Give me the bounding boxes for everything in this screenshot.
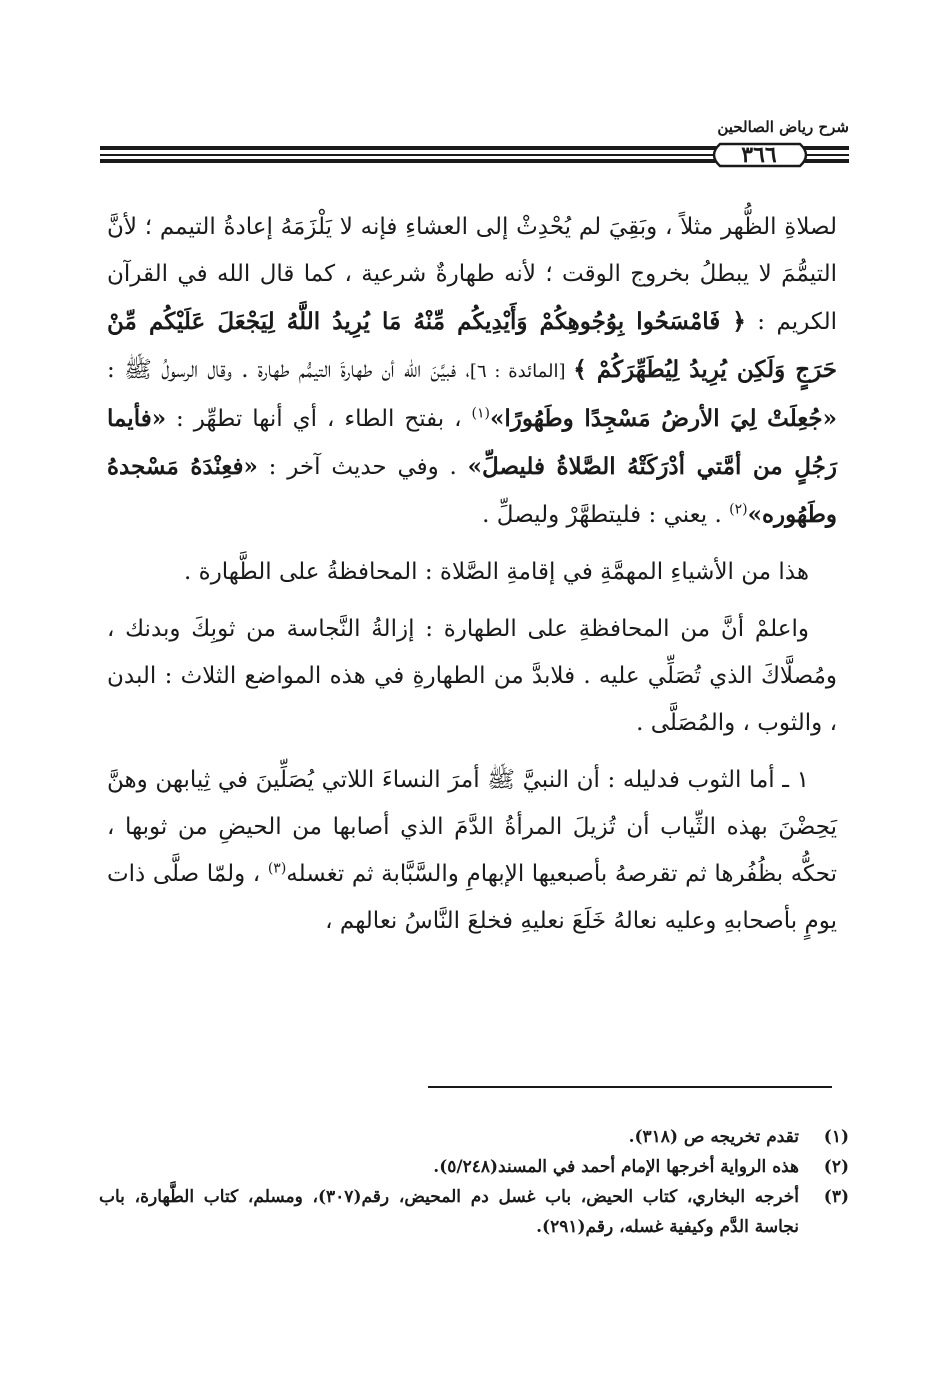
footnote-text: أخرجه البخاري، كتاب الحيض، باب غسل دم المحيض، رقم(٣٠٧)، ومسلم، كتاب الطَّهارة، باب نجاسة الدَّم وكيفية غسله، رقم(٢٩١). bbox=[99, 1187, 800, 1237]
text-run: ، فبيَّنَ الله أن طهارةَ التيمُّم طهارة . وقال الرسولُ ﷺ : bbox=[107, 357, 470, 383]
paragraph-4 bbox=[107, 757, 837, 945]
verse-reference: [المائدة : ٦] bbox=[469, 361, 574, 382]
footnote-text: تقدم تخريجه ص (٣١٨). bbox=[628, 1127, 799, 1147]
footnote-separator bbox=[428, 1086, 832, 1088]
text-run: ١ ـ أما الثوب فدليله : أن النبيَّ ﷺ أمرَ النساءَ اللاتي يُصَلِّينَ في ثِيابهن وهنَّ يَحِضْنَ بهذه الثِّياب أن تُزيلَ المرأةُ الدَّمَ الذي أصابها من الحيضِ من ثوبها ، تحكُّه بظُفُرها ثم تقرصهُ بأصبعيها الإبهامِ والسَّبَّابة ثم تغسله bbox=[107, 767, 838, 887]
text-run: . يعني : فليتطهَّرْ وليصلِّ . bbox=[482, 502, 730, 528]
quran-verse: ﴿ فَامْسَحُوا بِوُجُوهِكُمْ وَأَيْدِيكُم مِّنْهُ مَا يُرِيدُ اللَّهُ لِيَجْعَلَ عَلَيْكُم مِّنْ حَرَجٍ وَلَكِن يُرِيدُ لِيُطَهِّرَكُمْ ﴾ bbox=[107, 308, 838, 383]
hadith-quote: «فعِنْدَهُ مَسْجدهُ وطَهُوره» bbox=[107, 453, 837, 528]
text-run: . وفي حديث آخر : bbox=[257, 454, 468, 480]
footnote-text: هذه الرواية أخرجها الإمام أحمد في المسند(٥/٢٤٨). bbox=[433, 1157, 799, 1177]
footnote-number: (٢) bbox=[823, 1157, 849, 1177]
text-run: ، بفتح الطاء ، أي أنها تطهِّر : bbox=[166, 406, 472, 432]
footnote-marker[interactable]: (٢) bbox=[729, 501, 748, 518]
footnote-item bbox=[99, 1152, 849, 1182]
text-run: ، ولمّا صلَّى ذات يومٍ بأصحابهِ وعليه نعالهُ خَلَعَ نعليهِ فخلعَ النَّاسُ نعالهم ، bbox=[107, 861, 837, 934]
paragraph-2: هذا من الأشياءِ المهمَّةِ في إقامةِ الصَّلاة : المحافظةُ على الطَّهارة . bbox=[184, 559, 809, 585]
footnote-marker[interactable]: (٣) bbox=[267, 860, 287, 877]
paragraph-3: واعلمْ أنَّ من المحافظةِ على الطهارة : إزالةُ النَّجاسة من ثوبِكَ وبدنك ، ومُصلَّاكَ الذي تُصَلِّي عليه . فلابدَّ من الطهارةِ في هذه المواضع الثلاث : البدن ، والثوب ، والمُصَلَّى . bbox=[107, 616, 837, 736]
footnotes bbox=[99, 1122, 849, 1242]
footnote-number: (٣) bbox=[823, 1187, 849, 1207]
footnote-number: (١) bbox=[823, 1127, 849, 1147]
running-title: شرح رياض الصالحين bbox=[717, 118, 849, 136]
footnote-item bbox=[99, 1182, 849, 1242]
footnote-item bbox=[99, 1122, 849, 1152]
hadith-quote: «فأيما رَجُلٍ من أمَّتي أدْرَكَتْهُ الصَّلاةُ فليصلِّ» bbox=[107, 405, 837, 480]
text-run: لصلاةِ الظُّهر مثلاً ، وبَقِيَ لم يُحْدِثْ إلى العشاءِ فإنه لا يَلْزَمَهُ إعادةُ التيمم ؛ لأنَّ التيمُّمَ لا يبطلُ بخروج الوقت ؛ لأنه طهارةٌ شرعية ، كما قال الله في القرآن الكريم : bbox=[107, 214, 837, 335]
hadith-quote: «جُعِلَتْ لِيَ الأرضُ مَسْجِدًا وطَهُورًا» bbox=[490, 405, 837, 432]
page-number: ٣٦٦ bbox=[741, 142, 777, 168]
header-rule bbox=[100, 140, 849, 172]
footnote-marker[interactable]: (١) bbox=[471, 405, 490, 422]
main-text bbox=[107, 204, 837, 945]
paragraph-1 bbox=[107, 204, 837, 539]
